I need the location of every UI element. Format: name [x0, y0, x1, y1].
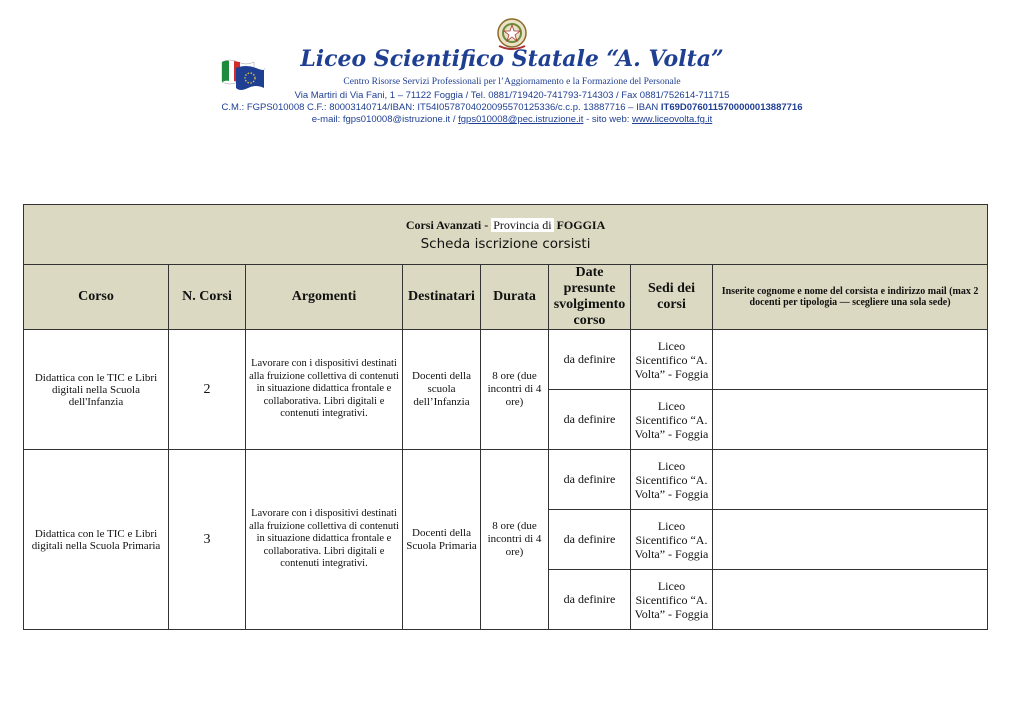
school-address: Via Martiri di Via Fani, 1 – 71122 Foggia / Tel. 0881/719420-741793-714303 / Fax 0881/752614-711715 — [294, 90, 730, 101]
header-corso: Corso — [24, 265, 169, 330]
table-row — [24, 450, 988, 510]
banner-city: FOGGIA — [553, 217, 606, 232]
site-label: - sito web: — [583, 114, 633, 125]
course-duration: 8 ore (due incontri di 4 ore) — [481, 450, 549, 630]
session-date: da definire — [549, 510, 631, 570]
iban-code: IT69D0760115700000013887716 — [660, 102, 803, 113]
enrollment-cell[interactable] — [713, 330, 988, 390]
header-n-corsi: N. Corsi — [169, 265, 246, 330]
header-durata: Durata — [481, 265, 549, 330]
header-destinatari: Destinatari — [403, 265, 481, 330]
course-topics: Lavorare con i dispositivi destinati alla fruizione collettiva di contenuti in situazione didattica frontale e collaborativa. Libri digitali e contenuti integrativi. — [246, 330, 403, 450]
enrollment-cell[interactable] — [713, 570, 988, 630]
course-target: Docenti della Scuola Primaria — [403, 450, 481, 630]
table-header-row — [24, 265, 988, 330]
course-topics: Lavorare con i dispositivi destinati alla fruizione collettiva di contenuti in situazione didattica frontale e collaborativa. Libri digitali e contenuti integrativi. — [246, 450, 403, 630]
course-duration: 8 ore (due incontri di 4 ore) — [481, 330, 549, 450]
email-text: e-mail: fgps010008@istruzione.it / — [311, 114, 459, 125]
session-date: da definire — [549, 450, 631, 510]
course-count: 3 — [169, 450, 246, 630]
header-date: Date presunte svolgimento corso — [549, 265, 631, 330]
registration-table — [23, 204, 988, 630]
banner-province: Provincia di — [493, 217, 552, 232]
session-date: da definire — [549, 570, 631, 630]
enrollment-cell[interactable] — [713, 390, 988, 450]
pec-link[interactable]: fgps010008@pec.istruzione.it — [458, 114, 584, 125]
enrollment-cell[interactable] — [713, 450, 988, 510]
school-name: Liceo Scientifico Statale “A. Volta” — [300, 46, 724, 72]
banner-course-type: Corsi Avanzati - — [405, 217, 492, 232]
header-inserite: Inserite cognome e nome del corsista e indirizzo mail (max 2 docenti per tipologia — scegliere una sola sede) — [713, 265, 988, 330]
banner-heading — [27, 218, 984, 233]
session-site: Liceo Sicentifico “A. Volta” - Foggia — [631, 390, 713, 450]
session-site: Liceo Sicentifico “A. Volta” - Foggia — [631, 510, 713, 570]
school-contacts — [0, 114, 1024, 125]
session-site: Liceo Sicentifico “A. Volta” - Foggia — [631, 570, 713, 630]
course-count: 2 — [169, 330, 246, 450]
header-argomenti: Argomenti — [246, 265, 403, 330]
enrollment-cell[interactable] — [713, 510, 988, 570]
session-date: da definire — [549, 330, 631, 390]
website-link[interactable]: www.liceovolta.fg.it — [632, 114, 713, 125]
school-codes — [0, 102, 1024, 113]
school-subtitle: Centro Risorse Servizi Professionali per l’Aggiornamento e la Formazione del Personale — [343, 77, 681, 87]
course-target: Docenti della scuola dell’Infanzia — [403, 330, 481, 450]
table-banner — [24, 205, 988, 265]
banner-title: Scheda iscrizione corsisti — [420, 235, 591, 252]
session-site: Liceo Sicentifico “A. Volta” - Foggia — [631, 450, 713, 510]
course-name: Didattica con le TIC e Libri digitali nella Scuola Primaria — [24, 450, 169, 630]
codes-text: C.M.: FGPS010008 C.F.: 80003140714/IBAN: IT54I0578704020095570125336/c.c.p. 13887716 – IBAN — [221, 102, 661, 113]
table-row — [24, 330, 988, 390]
course-name: Didattica con le TIC e Libri digitali nella Scuola dell'Infanzia — [24, 330, 169, 450]
header-sedi: Sedi dei corsi — [631, 265, 713, 330]
session-date: da definire — [549, 390, 631, 450]
session-site: Liceo Sicentifico “A. Volta” - Foggia — [631, 330, 713, 390]
